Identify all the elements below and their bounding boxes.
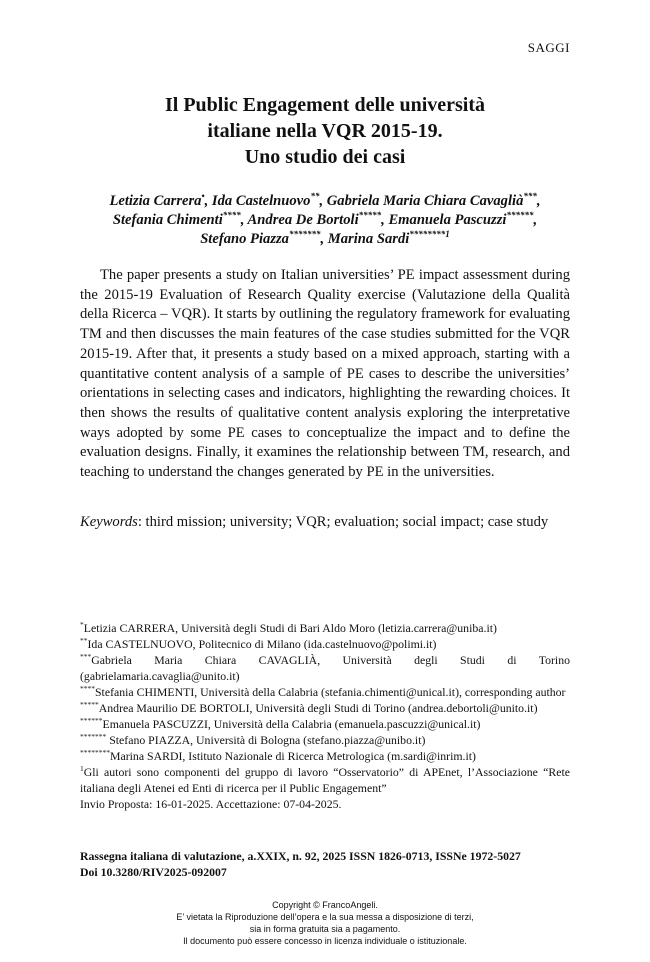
footnote-mark: **** xyxy=(80,684,95,694)
author-mark: ** xyxy=(310,191,320,202)
section-label: SAGGI xyxy=(527,40,570,55)
footnotes xyxy=(80,620,570,812)
footnote xyxy=(80,652,570,684)
author-mark: *** xyxy=(523,191,537,202)
doi: Doi 10.3280/RIV2025-092007 xyxy=(80,865,227,879)
footnote-mark: ******** xyxy=(80,748,110,758)
keywords-text: : third mission; university; VQR; evaluation; social impact; case study xyxy=(137,514,549,530)
author-name: Ida Castelnuovo xyxy=(211,193,311,209)
author-list xyxy=(80,192,570,249)
copyright-line: sia in forma gratuita sia a pagamento. xyxy=(249,924,401,934)
footnote xyxy=(80,716,570,732)
copyright-line: E’ vietata la Riproduzione dell’opera e la sua messa a disposizione di terzi, xyxy=(176,912,474,922)
author-name: Gabriela Maria Chiara Cavaglià xyxy=(326,193,524,209)
abstract xyxy=(80,266,570,483)
author-line: Letizia Carrera•, Ida Castelnuovo**, Gabriela Maria Chiara Cavaglià***, xyxy=(109,191,541,209)
footnote-mark: ***** xyxy=(80,700,99,710)
author-name: Andrea De Bortoli xyxy=(247,212,359,228)
footnote xyxy=(80,764,570,796)
journal-citation: Rassegna italiana di valutazione, a.XXIX, n. 92, 2025 ISSN 1826-0713, ISSNe 1972-5027 xyxy=(80,849,521,863)
footnote-text: Marina SARDI, Istituto Nazionale di Ricerca Metrologica (m.sardi@inrim.it) xyxy=(110,749,476,763)
footnote-text: Gli autori sono componenti del gruppo di lavoro “Osservatorio” di APEnet, l’Associazione “Rete italiana degli Atenei ed Enti di ricerca per il Public Engagement” xyxy=(80,765,570,795)
footnote xyxy=(80,620,570,636)
keywords-label: Keywords xyxy=(80,514,138,530)
footnote-text: Ida CASTELNUOVO, Politecnico di Milano (ida.castelnuovo@polimi.it) xyxy=(87,637,437,651)
author-mark: ******* xyxy=(288,229,321,240)
footnote-mark: ******* xyxy=(80,732,107,742)
author-mark: • xyxy=(201,191,205,202)
footnote-mark: * xyxy=(80,620,84,630)
footnote-mark: *** xyxy=(80,652,92,662)
footnote-text: Stefano PIAZZA, Università di Bologna (stefano.piazza@unibo.it) xyxy=(106,733,426,747)
author-mark: ********1 xyxy=(409,229,450,240)
footnote xyxy=(80,636,570,652)
author-mark: ***** xyxy=(358,210,382,221)
author-name: Stefania Chimenti xyxy=(112,212,223,228)
footnote-mark: 1 xyxy=(80,764,84,774)
author-name: Emanuela Pascuzzi xyxy=(388,212,507,228)
title-line: Uno studio dei casi xyxy=(244,146,406,168)
author-name: Stefano Piazza xyxy=(200,231,289,247)
footnote-text: Stefania CHIMENTI, Università della Calabria (stefania.chimenti@unical.it), corresponding author xyxy=(95,685,566,699)
footnote xyxy=(80,700,570,716)
author-mark: ****** xyxy=(506,210,534,221)
author-line: Stefano Piazza*******, Marina Sardi$^{********1}$ xyxy=(200,229,450,247)
author-name: Marina Sardi xyxy=(327,231,410,247)
title-line: italiane nella VQR 2015-19. xyxy=(207,120,443,142)
footnote-text: Emanuela PASCUZZI, Università della Calabria (emanuela.pascuzzi@unical.it) xyxy=(102,717,481,731)
submission-info: Invio Proposta: 16-01-2025. Accettazione: 07-04-2025. xyxy=(80,797,342,811)
author-mark: **** xyxy=(222,210,241,221)
article-title xyxy=(80,92,570,170)
footnote-text: Andrea Maurilio DE BORTOLI, Università degli Studi di Torino (andrea.debortoli@unito.it) xyxy=(98,701,538,715)
title-line: Il Public Engagement delle università xyxy=(165,94,485,116)
copyright-line: Il documento può essere concesso in licenza individuale o istituzionale. xyxy=(183,936,467,946)
author-line: Stefania Chimenti****, Andrea De Bortoli*****, Emanuela Pascuzzi******, xyxy=(112,210,538,228)
footnote xyxy=(80,684,570,700)
abstract-text: The paper presents a study on Italian universities’ PE impact assessment during the 2015-19 Evaluation of Research Quality exercise (Valutazione della Qualità della Ricerca – VQR). It starts by outlining the regulatory framework for evaluating TM and then discusses the main features of the case studies submitted for the VQR 2015-19. After that, it presents a study based on a mixed approach, starting with a quantitative content analysis of a sample of PE cases to describe the universities’ orientations in selecting cases and indicators, highlighting the rewarding choices. It then shows the results of qualitative content analysis exploring the interpretative ways adopted by some PE cases to conceptualize the impact and to define the evaluation designs. Finally, it examines the relationship between TM, research, and teaching to understand the changes generated by PE in the universities. xyxy=(80,267,570,481)
author-name: Letizia Carrera xyxy=(109,193,202,209)
copyright-line: Copyright © FrancoAngeli. xyxy=(272,900,378,910)
footnote-mark: ** xyxy=(80,636,88,646)
footnote xyxy=(80,748,570,764)
copyright-notice xyxy=(0,899,650,947)
footnote-text: Letizia CARRERA, Università degli Studi di Bari Aldo Moro (letizia.carrera@uniba.it) xyxy=(83,621,497,635)
footnote xyxy=(80,732,570,748)
journal-reference xyxy=(80,848,580,880)
footnote-text: Gabriela Maria Chiara CAVAGLIÀ, Università degli Studi di Torino (gabrielamaria.cavaglia@unito.it) xyxy=(80,653,570,683)
keywords xyxy=(80,512,570,532)
footnote-mark: ****** xyxy=(80,716,103,726)
